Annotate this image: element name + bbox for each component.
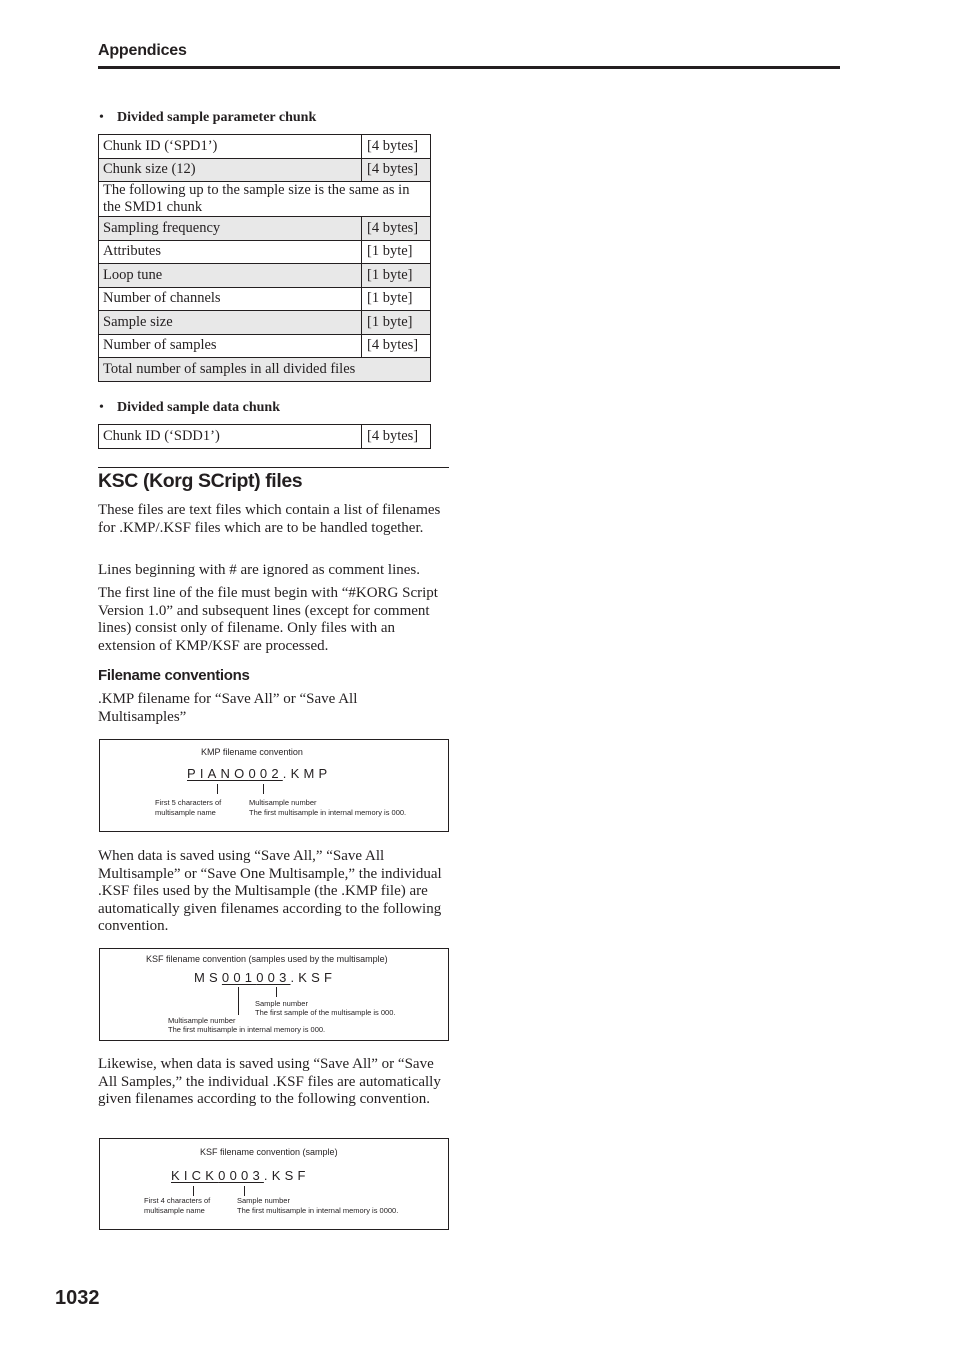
table-row — [99, 158, 431, 182]
annotation-name — [155, 798, 221, 818]
field-name-cell: The following up to the sample size is the same as in the SMD1 chunk — [99, 182, 431, 217]
annotation-name — [144, 1196, 210, 1216]
name-part: PIANO — [187, 766, 249, 781]
filename-example — [187, 766, 331, 781]
filename-example — [171, 1168, 310, 1183]
bullet-heading-data-chunk: • Divided sample data chunk — [99, 400, 280, 415]
paragraph: When data is saved using “Save All,” “Save All Multisample” or “Save One Multisample,” the individual .KSF files used by the Multisample (the .KMP file) are automatically given filenames according to the following convention. — [98, 848, 442, 935]
number-part: 0003 — [218, 1168, 264, 1183]
annotation-line: The first sample of the multisample is 000. — [255, 1008, 396, 1017]
diagram-title: KMP filename convention — [201, 747, 303, 757]
annotation-line: The first multisample in internal memory is 000. — [168, 1025, 326, 1034]
paragraph: .KMP filename for “Save All” or “Save All Multisamples” — [98, 691, 358, 725]
name-part: KICK — [171, 1168, 219, 1183]
pointer-line — [276, 987, 277, 997]
table-row — [99, 311, 431, 335]
field-size-cell: [4 bytes] — [362, 217, 431, 241]
annotation-line: Sample number — [255, 999, 308, 1008]
section-header: Appendices — [98, 42, 187, 59]
table-row — [99, 334, 431, 358]
field-name-cell: Chunk ID (‘SDD1’) — [99, 425, 362, 449]
bullet-heading-text: Divided sample data chunk — [117, 400, 280, 415]
field-size-cell: [4 bytes] — [362, 158, 431, 182]
annotation-line: Sample number — [237, 1196, 290, 1205]
pointer-line — [217, 784, 218, 794]
ksf-multisample-filename-diagram — [99, 948, 449, 1041]
paragraph: The first line of the file must begin with “#KORG Script Version 1.0” and subsequent lines (except for comment lines) consist only of filename. Only files with an extension of KMP/KSF are processed. — [98, 585, 438, 654]
table-row — [99, 287, 431, 311]
annotation-line: First 5 characters of — [155, 798, 222, 807]
field-name-cell: Chunk size (12) — [99, 158, 362, 182]
field-size-cell: [1 byte] — [362, 287, 431, 311]
annotation-line: Multisample number — [168, 1016, 236, 1025]
annotation-number — [249, 798, 406, 818]
field-size-cell: [4 bytes] — [362, 425, 431, 449]
field-name-cell: Chunk ID (‘SPD1’) — [99, 135, 362, 159]
number-part: 002 — [248, 766, 283, 781]
diagram-title: KSF filename convention (samples used by the multisample) — [146, 954, 388, 964]
annotation-line: The first multisample in internal memory is 0000. — [237, 1206, 399, 1215]
diagram-title: KSF filename convention (sample) — [200, 1147, 338, 1157]
field-name-cell: Number of channels — [99, 287, 362, 311]
annotation-line: multisample name — [155, 808, 216, 817]
field-name-cell: Sample size — [99, 311, 362, 335]
multisample-number-part: 001 — [221, 970, 257, 985]
field-name-cell: Number of samples — [99, 334, 362, 358]
parameter-chunk-table — [98, 134, 431, 382]
table-row — [99, 264, 431, 288]
bullet-heading-text: Divided sample parameter chunk — [117, 110, 317, 125]
field-name-cell: Attributes — [99, 240, 362, 264]
extension: .KSF — [290, 970, 337, 985]
field-size-cell: [1 byte] — [362, 311, 431, 335]
pointer-line — [244, 1186, 245, 1196]
page-number: 1032 — [55, 1287, 100, 1309]
field-name-cell: Loop tune — [99, 264, 362, 288]
annotation-number — [237, 1196, 398, 1216]
extension: .KSF — [263, 1168, 310, 1183]
annotation-sample-number — [255, 999, 395, 1017]
field-name-cell: Sampling frequency — [99, 217, 362, 241]
table-row — [99, 182, 431, 217]
field-size-cell: [1 byte] — [362, 240, 431, 264]
filename-example — [194, 970, 336, 985]
field-name-cell: Total number of samples in all divided files — [99, 358, 431, 382]
field-size-cell: [4 bytes] — [362, 135, 431, 159]
subheading: Filename conventions — [98, 667, 250, 684]
data-chunk-table — [98, 424, 431, 449]
sample-number-part: 003 — [256, 970, 291, 985]
ksf-sample-filename-diagram — [99, 1138, 449, 1230]
field-size-cell: [1 byte] — [362, 264, 431, 288]
table-row — [99, 240, 431, 264]
table-double-rule — [98, 448, 431, 449]
pointer-line — [193, 1186, 194, 1196]
paragraph: Likewise, when data is saved using “Save All” or “Save All Samples,” the individual .KSF files are automatically given filenames according to the following convention. — [98, 1056, 441, 1108]
table-row — [99, 217, 431, 241]
annotation-line: First 4 characters of — [144, 1196, 211, 1205]
paragraph: Lines beginning with # are ignored as comment lines. — [98, 562, 421, 578]
kmp-filename-diagram — [99, 739, 449, 832]
annotation-line: Multisample number — [249, 798, 317, 807]
pointer-line — [238, 987, 239, 1015]
table-row — [99, 358, 431, 382]
section-title: KSC (Korg SCript) files — [98, 470, 303, 492]
table-row — [99, 425, 431, 449]
annotation-line: The first multisample in internal memory is 000. — [249, 808, 407, 817]
extension: .KMP — [282, 766, 332, 781]
prefix: MS — [194, 970, 222, 985]
header-rule — [98, 66, 840, 69]
bullet-heading-parameter-chunk: • Divided sample parameter chunk — [99, 110, 317, 125]
paragraph: These files are text files which contain a list of filenames for .KMP/.KSF files which are to be handled together. — [98, 502, 441, 536]
annotation-multisample-number — [168, 1016, 325, 1034]
pointer-line — [263, 784, 264, 794]
field-size-cell: [4 bytes] — [362, 334, 431, 358]
section-rule — [98, 467, 449, 468]
annotation-line: multisample name — [144, 1206, 205, 1215]
table-row — [99, 135, 431, 159]
